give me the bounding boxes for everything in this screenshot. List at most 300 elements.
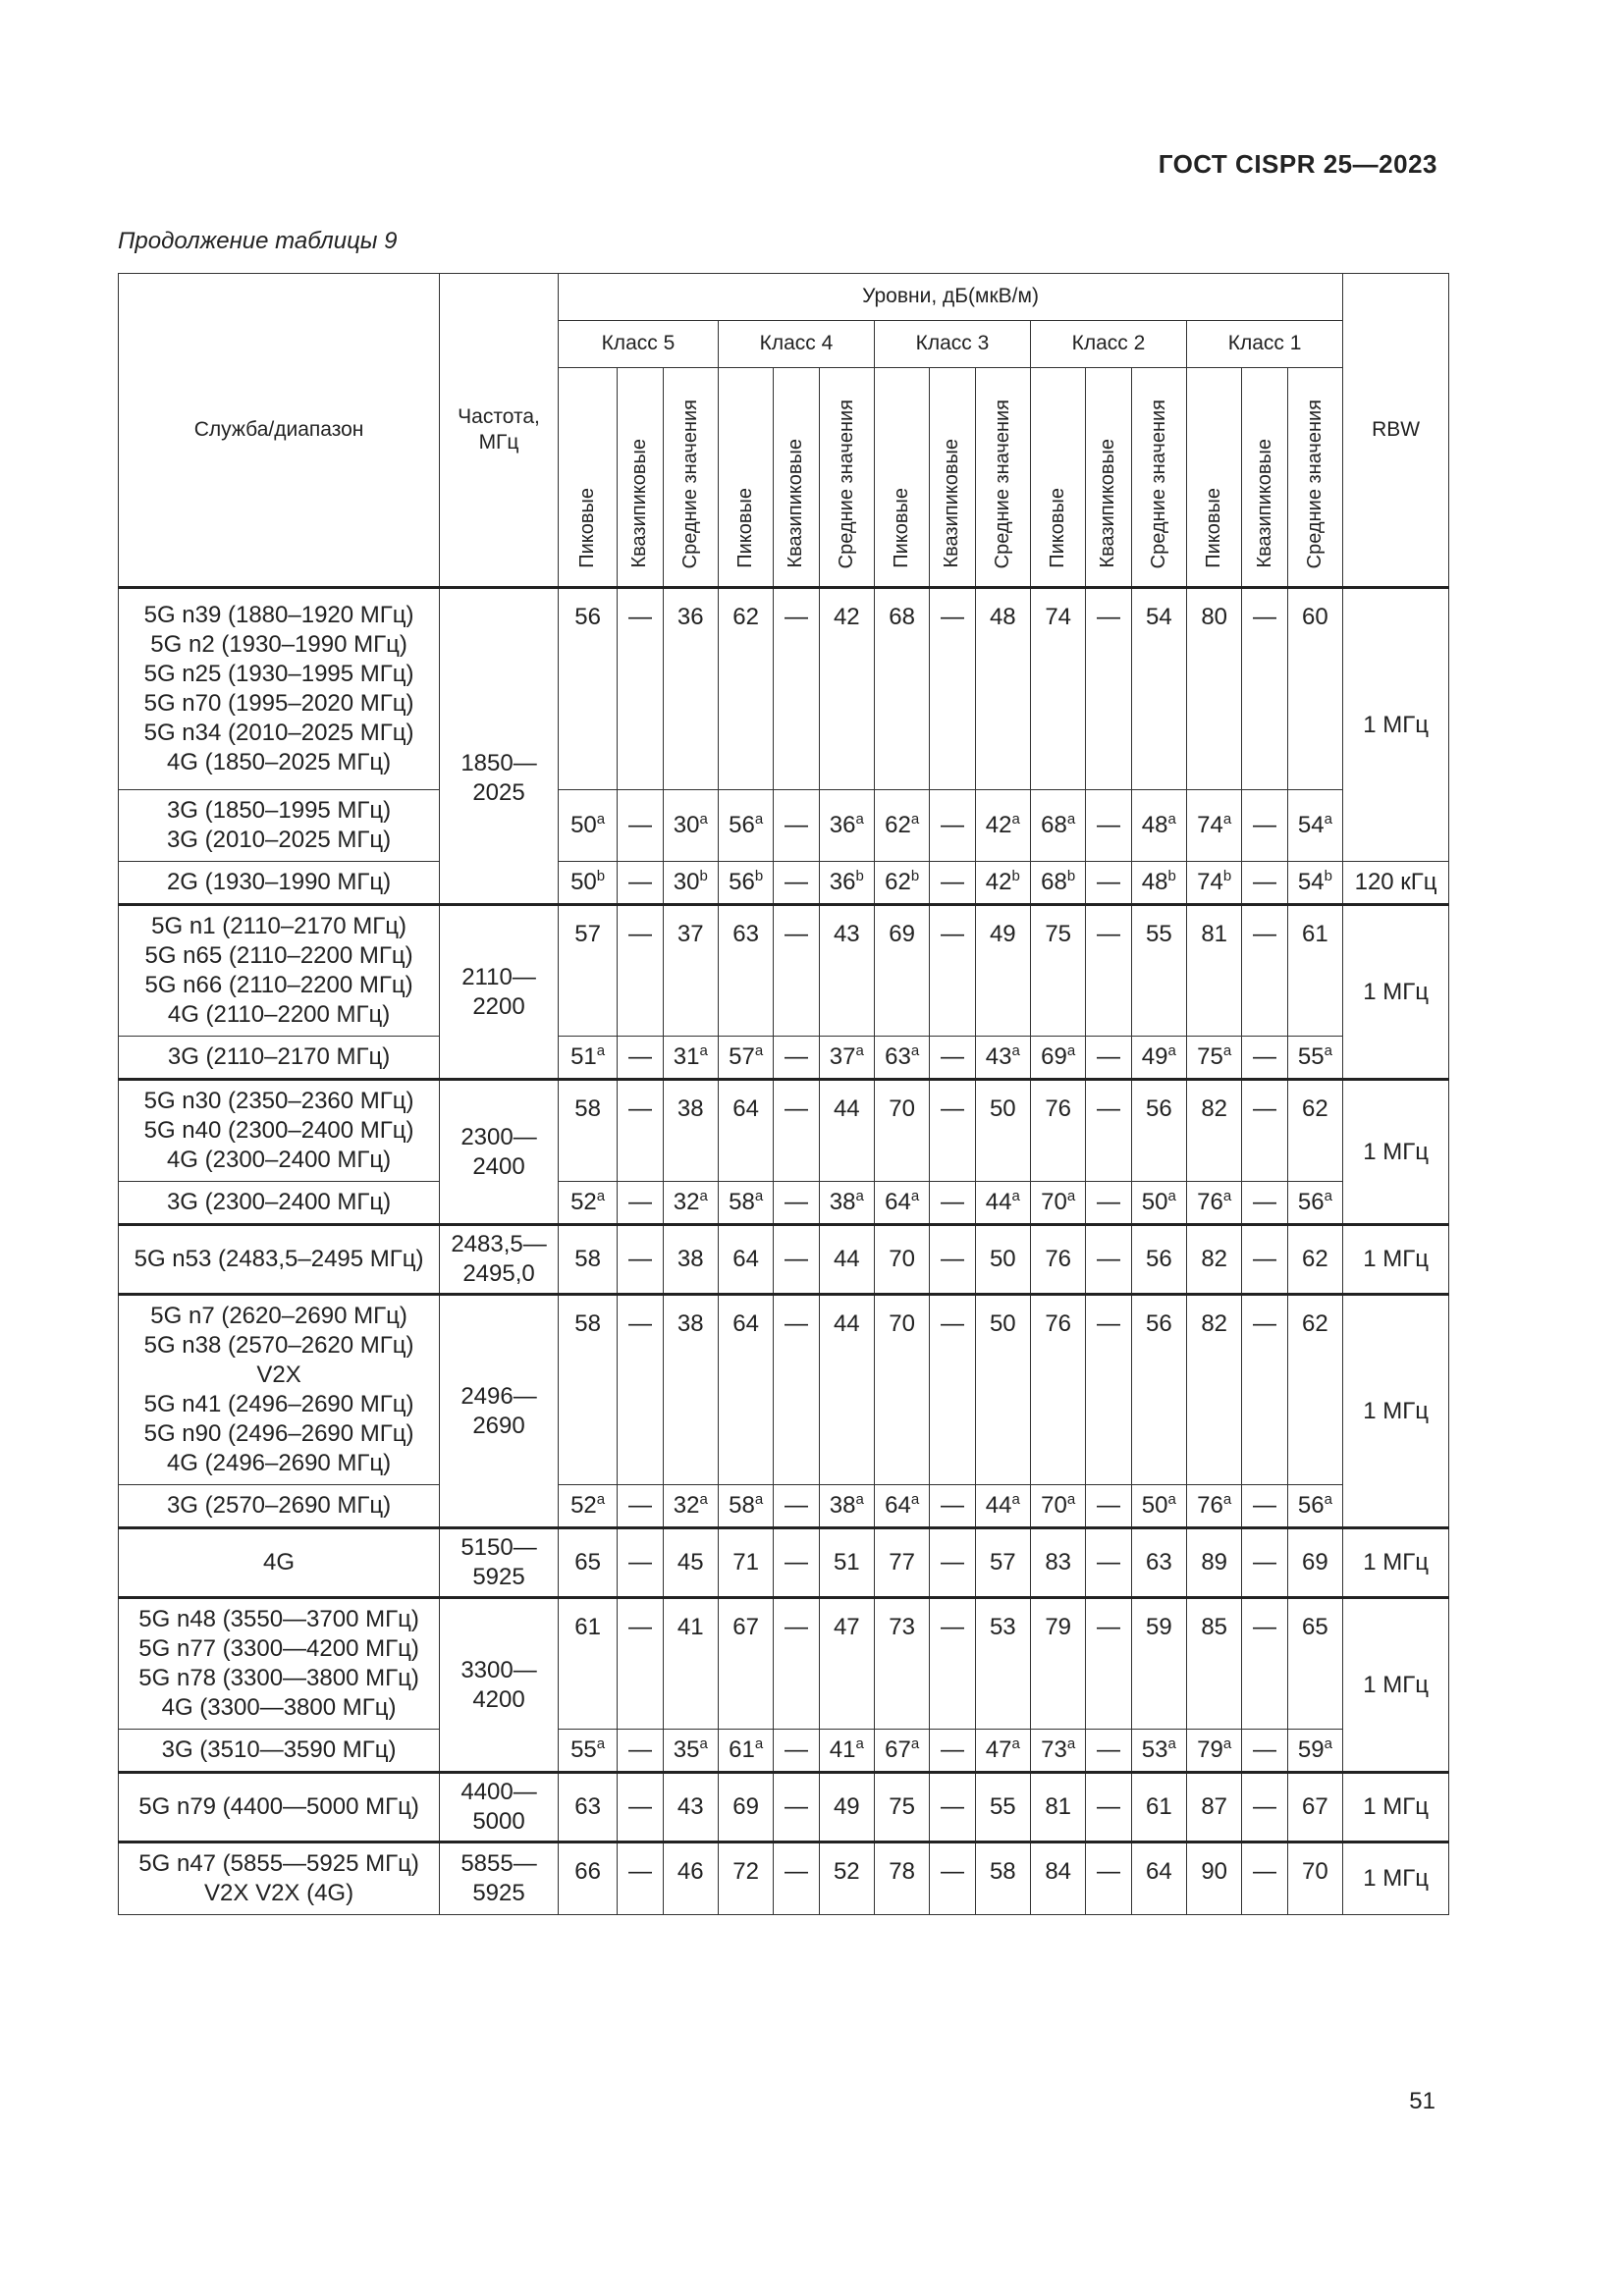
level-value: 50 <box>1141 1189 1168 1215</box>
level-cell <box>618 1037 663 1080</box>
header-measure <box>930 368 975 588</box>
level-cell <box>718 905 773 1037</box>
level-cell <box>819 1598 874 1730</box>
header-measure <box>663 368 718 588</box>
level-cell <box>1287 1080 1343 1182</box>
level-value: — <box>627 1095 652 1122</box>
service-line: 5G n39 (1880–1920 МГц) <box>143 602 414 628</box>
frequency-cell: 4400— 5000 <box>440 1773 559 1842</box>
level-value: 57 <box>574 921 601 947</box>
level-value: — <box>784 1614 808 1640</box>
table-row <box>119 1842 1449 1915</box>
header-measure-label: Квазипиковые <box>785 439 807 568</box>
level-cell <box>1242 1485 1287 1528</box>
service-cell <box>119 1037 440 1080</box>
level-cell <box>558 1485 617 1528</box>
level-value: — <box>627 1614 652 1640</box>
header-measure <box>1086 368 1131 588</box>
level-cell <box>874 588 929 790</box>
level-value: 68 <box>1041 812 1067 838</box>
level-value: — <box>940 1246 964 1272</box>
level-cell <box>618 1225 663 1295</box>
level-cell <box>819 905 874 1037</box>
level-cell <box>874 1225 929 1295</box>
level-cell <box>663 1842 718 1915</box>
level-value: 44 <box>985 1189 1012 1215</box>
level-value: 79 <box>1197 1736 1223 1763</box>
level-cell <box>1187 588 1242 790</box>
level-cell <box>1287 1225 1343 1295</box>
level-value: 42 <box>985 812 1012 838</box>
level-cell <box>558 905 617 1037</box>
level-cell <box>558 1080 617 1182</box>
level-value: — <box>1253 1095 1276 1122</box>
level-cell <box>774 1842 819 1915</box>
level-value: 54 <box>1297 869 1325 895</box>
level-value: — <box>940 1858 964 1885</box>
level-value: — <box>940 1043 964 1070</box>
document-header: ГОСТ CISPR 25—2023 <box>1158 149 1437 179</box>
service-line: 5G n65 (2110–2200 МГц) <box>144 942 413 969</box>
level-cell <box>558 1528 617 1598</box>
service-line: 4G (2496–2690 МГц) <box>166 1450 392 1476</box>
level-value: 68 <box>889 604 915 630</box>
level-cell <box>558 588 617 790</box>
level-value: — <box>627 921 652 947</box>
footnote-mark: a <box>596 811 606 828</box>
level-cell <box>819 1528 874 1598</box>
level-value: 72 <box>732 1858 759 1885</box>
level-value: 41 <box>677 1614 704 1640</box>
level-value: 52 <box>833 1858 860 1885</box>
level-cell <box>663 588 718 790</box>
service-cell <box>119 1225 440 1295</box>
level-value: — <box>1096 1189 1120 1215</box>
table-row <box>119 1598 1449 1730</box>
level-cell <box>1187 1080 1242 1182</box>
level-cell <box>1187 1182 1242 1225</box>
level-value: — <box>784 1736 808 1763</box>
level-value: 45 <box>677 1549 704 1575</box>
level-cell <box>1131 1295 1186 1485</box>
level-cell <box>874 905 929 1037</box>
level-value: 57 <box>729 1043 755 1070</box>
footnote-mark: a <box>1324 1042 1332 1059</box>
service-line: 3G (3510—3590 МГц) <box>161 1736 397 1763</box>
level-value: 61 <box>1145 1793 1172 1820</box>
service-cell <box>119 1773 440 1842</box>
footnote-mark: a <box>1167 811 1176 828</box>
level-cell <box>663 1485 718 1528</box>
level-value: — <box>1253 1310 1276 1337</box>
level-cell <box>874 1730 929 1773</box>
level-cell <box>718 1182 773 1225</box>
service-line: 2G (1930–1990 МГц) <box>166 869 392 895</box>
level-value: 51 <box>570 1043 597 1070</box>
level-cell <box>874 1485 929 1528</box>
level-cell <box>774 1730 819 1773</box>
level-cell <box>718 588 773 790</box>
service-cell <box>119 1295 440 1485</box>
level-value: 52 <box>570 1492 597 1519</box>
level-value: — <box>784 1492 808 1519</box>
level-value: 70 <box>1041 1492 1067 1519</box>
level-value: 58 <box>574 1095 601 1122</box>
level-value: 32 <box>673 1189 700 1215</box>
rbw-cell: 1 МГц <box>1343 1773 1449 1842</box>
level-cell <box>975 1080 1030 1182</box>
level-value: — <box>784 1549 808 1575</box>
level-value: — <box>1096 1095 1120 1122</box>
level-cell <box>930 1225 975 1295</box>
footnote-mark: a <box>855 811 864 828</box>
level-cell <box>618 905 663 1037</box>
frequency-cell: 5855— 5925 <box>440 1842 559 1915</box>
level-value: — <box>784 1189 808 1215</box>
level-cell <box>1242 1842 1287 1915</box>
level-value: 55 <box>1145 921 1172 947</box>
service-cell <box>119 588 440 790</box>
table-caption: Продолжение таблицы 9 <box>118 228 398 254</box>
level-value: — <box>627 869 652 895</box>
level-value: 74 <box>1197 812 1223 838</box>
header-measure <box>718 368 773 588</box>
table-row <box>119 790 1449 862</box>
level-cell <box>618 862 663 905</box>
footnote-mark: a <box>1167 1491 1176 1508</box>
level-cell <box>1030 862 1085 905</box>
level-cell <box>1242 1730 1287 1773</box>
level-value: — <box>940 1736 964 1763</box>
level-cell <box>558 862 617 905</box>
footnote-mark: a <box>1011 1188 1020 1204</box>
level-cell <box>975 790 1030 862</box>
level-value: 31 <box>673 1043 700 1070</box>
level-cell <box>558 1295 617 1485</box>
level-value: 67 <box>885 1736 911 1763</box>
level-value: — <box>1096 1492 1120 1519</box>
level-value: 35 <box>673 1736 700 1763</box>
level-value: — <box>1253 869 1276 895</box>
level-cell <box>819 1080 874 1182</box>
footnote-mark: a <box>1324 1735 1332 1752</box>
table-row <box>119 1225 1449 1295</box>
level-value: 61 <box>574 1614 601 1640</box>
level-cell <box>874 1295 929 1485</box>
table-row <box>119 1080 1449 1182</box>
level-value: 69 <box>889 921 915 947</box>
level-value: — <box>940 1549 964 1575</box>
header-class: Класс 2 <box>1030 321 1186 368</box>
level-cell <box>975 588 1030 790</box>
level-value: 75 <box>1045 921 1072 947</box>
level-value: 71 <box>732 1549 759 1575</box>
level-cell <box>1086 905 1131 1037</box>
level-cell <box>975 1485 1030 1528</box>
level-value: 83 <box>1045 1549 1072 1575</box>
footnote-mark: a <box>1324 811 1332 828</box>
level-value: 70 <box>1041 1189 1067 1215</box>
service-line: 5G n40 (2300–2400 МГц) <box>143 1117 414 1144</box>
level-value: 37 <box>677 921 704 947</box>
footnote-mark: a <box>699 1735 708 1752</box>
footnote-mark: a <box>754 811 764 828</box>
level-cell <box>975 905 1030 1037</box>
level-cell <box>558 1182 617 1225</box>
level-cell <box>558 790 617 862</box>
level-value: 50 <box>570 812 597 838</box>
level-cell <box>663 862 718 905</box>
level-cell <box>1030 1037 1085 1080</box>
level-value: 82 <box>1201 1310 1228 1337</box>
footnote-mark: a <box>1324 1491 1332 1508</box>
service-line: 5G n77 (3300—4200 МГц) <box>138 1635 419 1662</box>
level-value: 64 <box>885 1189 911 1215</box>
footnote-mark: a <box>596 1491 606 1508</box>
table-row <box>119 862 1449 905</box>
service-line: 5G n25 (1930–1995 МГц) <box>143 661 414 687</box>
level-cell <box>618 1528 663 1598</box>
level-value: — <box>1253 1189 1276 1215</box>
footnote-mark: a <box>1011 1042 1020 1059</box>
level-cell <box>819 1182 874 1225</box>
service-cell <box>119 1528 440 1598</box>
footnote-mark: a <box>754 1735 764 1752</box>
footnote-mark: a <box>699 1188 708 1204</box>
level-value: 50 <box>1141 1492 1168 1519</box>
level-cell <box>663 1730 718 1773</box>
level-value: 56 <box>1297 1189 1325 1215</box>
header-measure-label: Пиковые <box>734 488 757 568</box>
header-measure <box>975 368 1030 588</box>
level-value: 64 <box>885 1492 911 1519</box>
header-measure-label: Квазипиковые <box>1097 439 1119 568</box>
footnote-mark: a <box>1066 1042 1076 1059</box>
level-cell <box>819 1730 874 1773</box>
service-line: 5G n48 (3550—3700 МГц) <box>138 1606 419 1632</box>
level-value: 55 <box>1297 1043 1325 1070</box>
header-measure <box>1187 368 1242 588</box>
level-cell <box>774 1295 819 1485</box>
footnote-mark: a <box>1167 1188 1176 1204</box>
level-cell <box>718 1842 773 1915</box>
level-value: 64 <box>732 1310 759 1337</box>
footnote-mark: b <box>1222 868 1232 884</box>
level-cell <box>718 1485 773 1528</box>
level-value: — <box>940 604 964 630</box>
level-value: — <box>1096 869 1120 895</box>
level-value: 55 <box>570 1736 597 1763</box>
level-value: 65 <box>1302 1614 1328 1640</box>
footnote-mark: a <box>1066 1735 1076 1752</box>
rbw-cell: 1 МГц <box>1343 1598 1449 1773</box>
level-value: 63 <box>574 1793 601 1820</box>
level-value: — <box>940 1095 964 1122</box>
level-cell <box>874 1842 929 1915</box>
level-value: 70 <box>889 1095 915 1122</box>
level-cell <box>774 790 819 862</box>
frequency-cell: 3300— 4200 <box>440 1598 559 1773</box>
footnote-mark: b <box>910 868 920 884</box>
level-value: 30 <box>673 869 700 895</box>
level-value: — <box>784 869 808 895</box>
level-value: 47 <box>833 1614 860 1640</box>
level-cell <box>930 1598 975 1730</box>
level-value: 36 <box>677 604 704 630</box>
header-measure-label: Пиковые <box>1047 488 1069 568</box>
level-cell <box>1131 1773 1186 1842</box>
service-line: 4G (2300–2400 МГц) <box>166 1147 392 1173</box>
header-measure <box>618 368 663 588</box>
level-value: 44 <box>985 1492 1012 1519</box>
level-cell <box>1242 790 1287 862</box>
level-cell <box>1287 1182 1343 1225</box>
level-value: 36 <box>829 869 856 895</box>
level-cell <box>774 905 819 1037</box>
level-value: — <box>940 1793 964 1820</box>
level-cell <box>1030 905 1085 1037</box>
level-cell <box>874 862 929 905</box>
header-measure <box>1287 368 1343 588</box>
service-line: 4G (2110–2200 МГц) <box>167 1001 391 1028</box>
level-value: — <box>1253 1736 1276 1763</box>
level-value: — <box>784 812 808 838</box>
level-cell <box>1287 905 1343 1037</box>
header-measure <box>874 368 929 588</box>
level-value: — <box>1096 1614 1120 1640</box>
header-rbw: RBW <box>1343 274 1449 588</box>
level-cell <box>1086 1730 1131 1773</box>
level-cell <box>618 1080 663 1182</box>
footnote-mark: a <box>1324 1188 1332 1204</box>
level-cell <box>975 1528 1030 1598</box>
header-measure-label: Средние значения <box>1303 399 1326 568</box>
level-cell <box>1287 1295 1343 1485</box>
level-value: 76 <box>1045 1246 1072 1272</box>
footnote-mark: a <box>596 1042 606 1059</box>
service-line: 5G n78 (3300—3800 МГц) <box>138 1665 419 1691</box>
level-value: — <box>1253 1614 1276 1640</box>
footnote-mark: a <box>910 1188 920 1204</box>
level-value: — <box>940 812 964 838</box>
level-cell <box>874 1037 929 1080</box>
level-cell <box>975 862 1030 905</box>
level-value: 64 <box>1145 1858 1172 1885</box>
level-cell <box>618 1730 663 1773</box>
level-cell <box>1242 1528 1287 1598</box>
frequency-cell: 2483,5— 2495,0 <box>440 1225 559 1295</box>
level-cell <box>1131 1598 1186 1730</box>
level-value: — <box>627 604 652 630</box>
level-cell <box>663 1598 718 1730</box>
level-cell <box>718 1773 773 1842</box>
header-levels: Уровни, дБ(мкВ/м) <box>558 274 1342 321</box>
footnote-mark: a <box>1066 1491 1076 1508</box>
level-cell <box>874 1528 929 1598</box>
level-cell <box>1187 1225 1242 1295</box>
level-value: 30 <box>673 812 700 838</box>
level-cell <box>1131 1842 1186 1915</box>
level-cell <box>618 588 663 790</box>
level-value: 78 <box>889 1858 915 1885</box>
footnote-mark: b <box>1066 868 1076 884</box>
service-line: 3G (2110–2170 МГц) <box>167 1043 391 1070</box>
level-value: 59 <box>1297 1736 1325 1763</box>
level-value: 36 <box>829 812 856 838</box>
level-cell <box>930 905 975 1037</box>
level-cell <box>930 1773 975 1842</box>
level-cell <box>975 1182 1030 1225</box>
level-value: 51 <box>833 1549 860 1575</box>
level-value: 70 <box>889 1310 915 1337</box>
table-row <box>119 1182 1449 1225</box>
level-value: 84 <box>1045 1858 1072 1885</box>
level-cell <box>1030 1080 1085 1182</box>
level-value: 56 <box>574 604 601 630</box>
footnote-mark: a <box>1066 811 1076 828</box>
level-cell <box>1030 1730 1085 1773</box>
level-cell <box>618 1485 663 1528</box>
level-value: 58 <box>989 1858 1016 1885</box>
footnote-mark: a <box>596 1188 606 1204</box>
level-cell <box>1131 1225 1186 1295</box>
level-cell <box>1131 1037 1186 1080</box>
level-cell <box>558 1842 617 1915</box>
header-measure <box>819 368 874 588</box>
service-line: V2X <box>256 1362 301 1388</box>
header-measure <box>558 368 617 588</box>
level-cell <box>930 1528 975 1598</box>
level-value: 58 <box>729 1492 755 1519</box>
level-cell <box>1187 862 1242 905</box>
level-value: 38 <box>829 1492 856 1519</box>
level-value: 54 <box>1297 812 1325 838</box>
level-cell <box>1242 1225 1287 1295</box>
table-row <box>119 905 1449 1037</box>
level-cell <box>930 1485 975 1528</box>
level-value: 50 <box>570 869 597 895</box>
level-cell <box>774 1080 819 1182</box>
level-value: — <box>940 1310 964 1337</box>
level-cell <box>774 1225 819 1295</box>
rbw-cell: 1 МГц <box>1343 588 1449 862</box>
level-value: — <box>1096 1043 1120 1070</box>
header-measure <box>1030 368 1085 588</box>
level-value: 48 <box>989 604 1016 630</box>
level-cell <box>718 1528 773 1598</box>
level-value: 53 <box>1141 1736 1168 1763</box>
footnote-mark: a <box>1222 1188 1232 1204</box>
level-value: 43 <box>677 1793 704 1820</box>
level-cell <box>1242 1773 1287 1842</box>
level-cell <box>1131 1528 1186 1598</box>
level-cell <box>1187 1842 1242 1915</box>
level-cell <box>718 1598 773 1730</box>
level-cell <box>663 1037 718 1080</box>
rbw-cell: 1 МГц <box>1343 1225 1449 1295</box>
footnote-mark: a <box>1222 1042 1232 1059</box>
level-value: 61 <box>1302 921 1328 947</box>
level-cell <box>618 1182 663 1225</box>
level-cell <box>1131 1080 1186 1182</box>
level-value: 74 <box>1045 604 1072 630</box>
level-value: 74 <box>1197 869 1223 895</box>
level-value: 63 <box>885 1043 911 1070</box>
level-value: 58 <box>729 1189 755 1215</box>
footnote-mark: a <box>910 1491 920 1508</box>
level-cell <box>663 1295 718 1485</box>
footnote-mark: b <box>754 868 764 884</box>
